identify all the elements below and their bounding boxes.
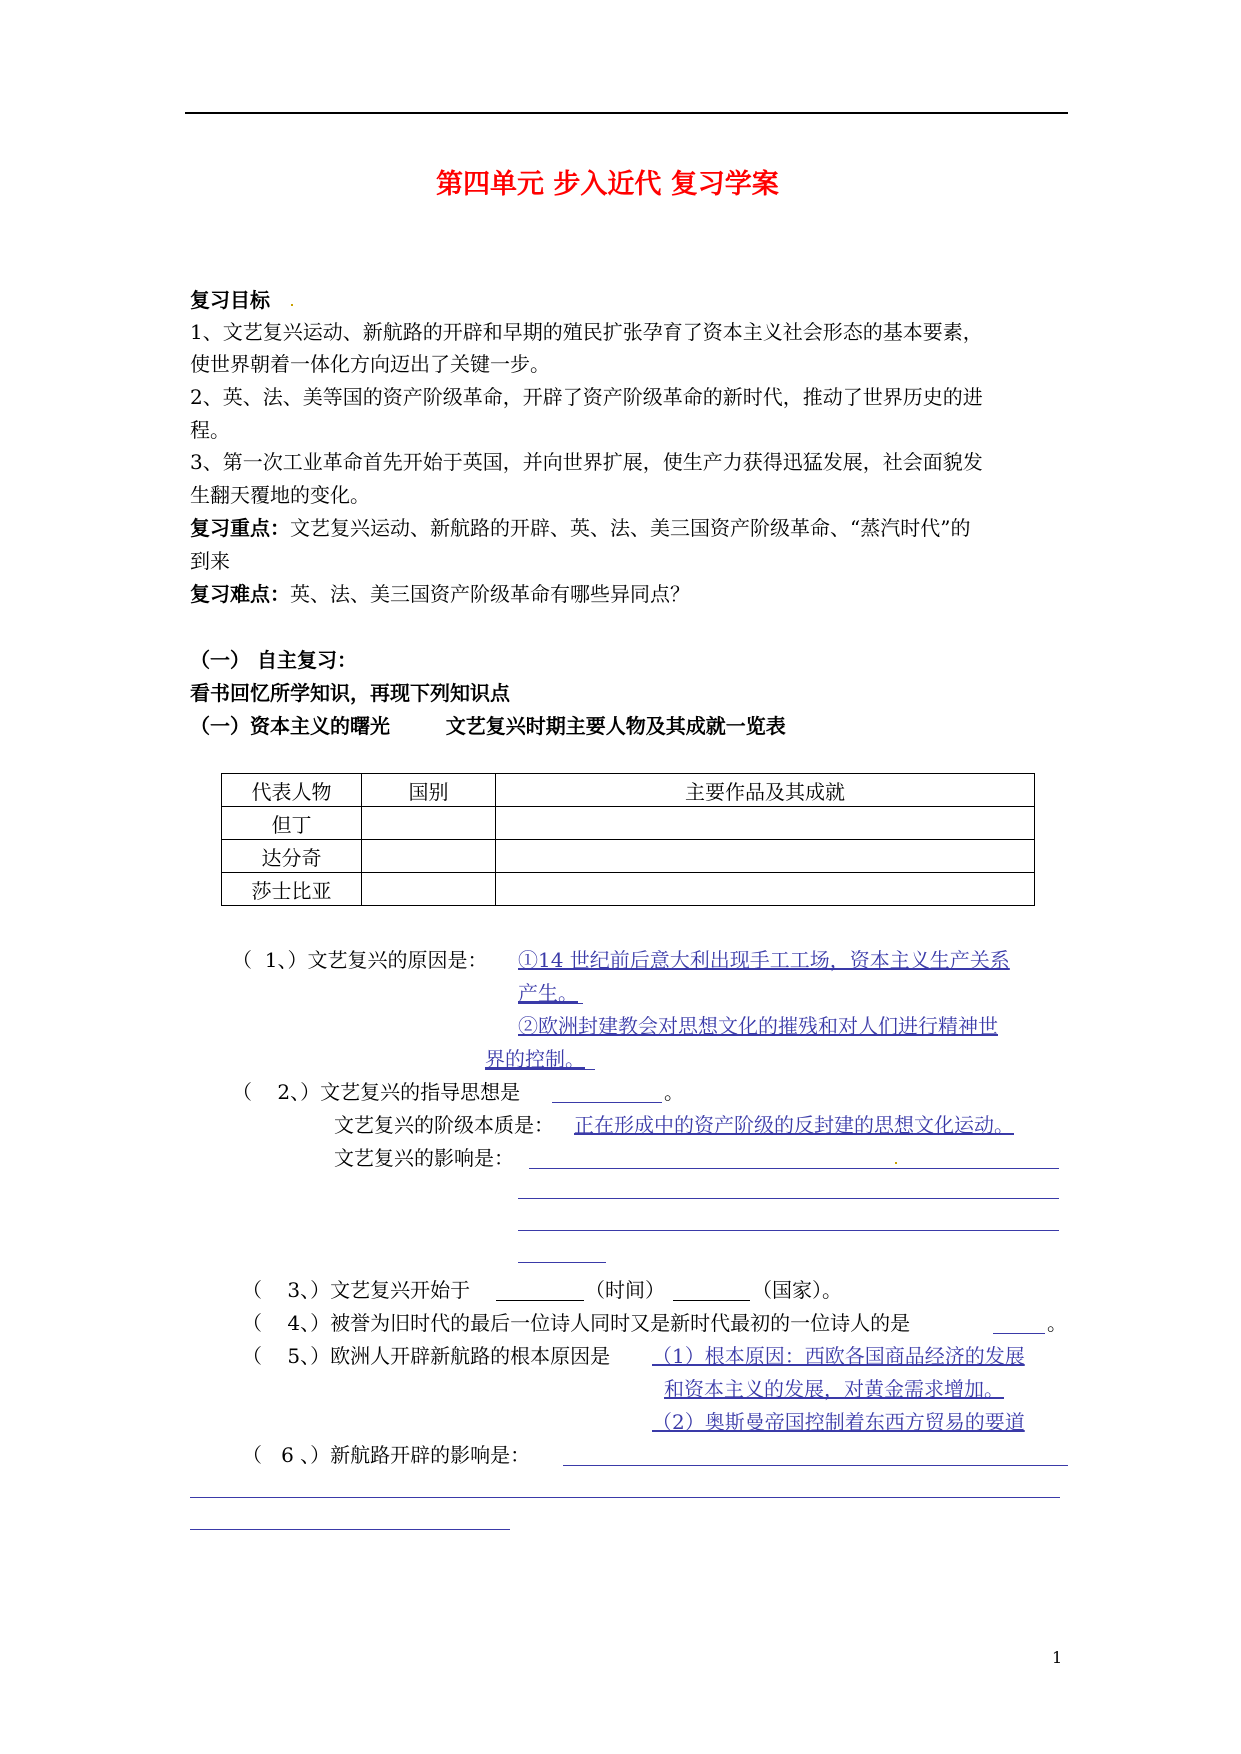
question-4-blank[interactable] [993, 1333, 1045, 1334]
question-2-blank[interactable] [552, 1102, 662, 1103]
key-points-line-2: 到来 [190, 549, 230, 573]
answer-underline [518, 1003, 583, 1004]
question-2c-label: 文艺复兴的影响是： [334, 1146, 514, 1170]
table-row [222, 873, 1035, 906]
question-2c-blank[interactable] [518, 1198, 1059, 1199]
table-cell[interactable] [362, 807, 496, 840]
table-cell[interactable] [496, 840, 1035, 873]
question-3-blank-country[interactable] [673, 1300, 750, 1301]
question-1-answer-a-line-1: ①14 世纪前后意大利出现手工工场，资本主义生产关系 [518, 948, 1010, 972]
table-cell: 但丁 [222, 807, 362, 840]
page-title: 第四单元 步入近代 复习学案 [436, 169, 779, 200]
question-2-label: （ 2、）文艺复兴的指导思想是 [232, 1080, 521, 1104]
question-4-label: （ 4、）被誉为旧时代的最后一位诗人同时又是新时代最初的一位诗人的是 [242, 1311, 911, 1335]
question-5-answer-a-line-1: （1）根本原因：西欧各国商品经济的发展 [652, 1344, 1025, 1368]
table-header-cell: 代表人物 [222, 774, 362, 807]
question-2c-blank[interactable] [529, 1168, 1059, 1169]
question-1-answer-b-line-1: ②欧洲封建教会对思想文化的摧残和对人们进行精神世 [518, 1014, 998, 1038]
key-points-label: 复习重点： [190, 516, 290, 540]
goal-3-line-2: 生翻天覆地的变化。 [190, 483, 370, 507]
section-heading-instruction: 看书回忆所学知识，再现下列知识点 [190, 681, 510, 705]
table-cell: 达分奇 [222, 840, 362, 873]
goal-3-line-1: 3、第一次工业革命首先开始于英国，并向世界扩展，使生产力获得迅猛发展，社会面貌发 [190, 450, 983, 474]
difficult-points-label: 复习难点： [190, 582, 290, 606]
question-2b-label: 文艺复兴的阶级本质是： [334, 1113, 554, 1137]
difficult-points-text: 英、法、美三国资产阶级革命有哪些异同点？ [290, 582, 690, 606]
question-1-answer-a-line-2: 产生。 [518, 981, 578, 1005]
decorative-dot [291, 304, 293, 306]
section-heading-table-title: （一）资本主义的曙光 文艺复兴时期主要人物及其成就一览表 [190, 714, 786, 738]
question-3-end: （国家）。 [752, 1278, 842, 1302]
header-rule [185, 112, 1068, 114]
question-2c-blank[interactable] [518, 1230, 1059, 1231]
question-3-mid: （时间） [585, 1278, 665, 1302]
page-number: 1 [1052, 1648, 1063, 1667]
goal-2-line-1: 2、英、法、美等国的资产阶级革命，开辟了资产阶级革命的新时代，推动了世界历史的进 [190, 385, 983, 409]
question-6-blank[interactable] [190, 1497, 1060, 1498]
table-cell[interactable] [362, 873, 496, 906]
question-2c-blank[interactable] [518, 1262, 606, 1263]
goal-1-line-1: 1、文艺复兴运动、新航路的开辟和早期的殖民扩张孕育了资本主义社会形态的基本要素， [190, 320, 983, 344]
renaissance-figures-table [221, 773, 1035, 906]
question-3-blank-time[interactable] [496, 1300, 584, 1301]
question-5-answer-a-line-2: 和资本主义的发展，对黄金需求增加。 [664, 1377, 1004, 1401]
question-1-label: （ 1、）文艺复兴的原因是： [232, 948, 488, 972]
question-6-blank[interactable] [190, 1529, 510, 1530]
goal-1-line-2: 使世界朝着一体化方向迈出了关键一步。 [190, 352, 550, 376]
difficult-points [190, 582, 690, 606]
table-header-cell: 国别 [362, 774, 496, 807]
table-cell[interactable] [496, 873, 1035, 906]
key-points-text: 文艺复兴运动、新航路的开辟、英、法、美三国资产阶级革命、“蒸汽时代”的 [290, 516, 971, 540]
question-4-end: 。 [1047, 1311, 1067, 1335]
key-points-line-1 [190, 516, 970, 540]
goal-2-line-2: 程。 [190, 418, 230, 442]
section-heading-self-review: （一） 自主复习： [190, 648, 357, 672]
question-5-label: （ 5、）欧洲人开辟新航路的根本原因是 [242, 1344, 611, 1368]
table-cell[interactable] [496, 807, 1035, 840]
goals-heading: 复习目标 [190, 288, 270, 312]
question-6-label: （ 6 、）新航路开辟的影响是： [242, 1443, 531, 1467]
decorative-dot [895, 1162, 897, 1164]
question-5-answer-b: （2）奥斯曼帝国控制着东西方贸易的要道 [652, 1410, 1025, 1434]
table-row [222, 840, 1035, 873]
question-2-end: 。 [664, 1080, 684, 1104]
table-header-row [222, 774, 1035, 807]
question-3-label: （ 3、）文艺复兴开始于 [242, 1278, 471, 1302]
answer-underline [485, 1069, 595, 1070]
table-header-cell: 主要作品及其成就 [496, 774, 1035, 807]
question-1-answer-b-line-2: 界的控制。 [485, 1047, 585, 1071]
table-cell[interactable] [362, 840, 496, 873]
question-2b-answer: 正在形成中的资产阶级的反封建的思想文化运动。 [574, 1113, 1014, 1137]
table-row [222, 807, 1035, 840]
question-6-blank[interactable] [563, 1465, 1068, 1466]
table-cell: 莎士比亚 [222, 873, 362, 906]
